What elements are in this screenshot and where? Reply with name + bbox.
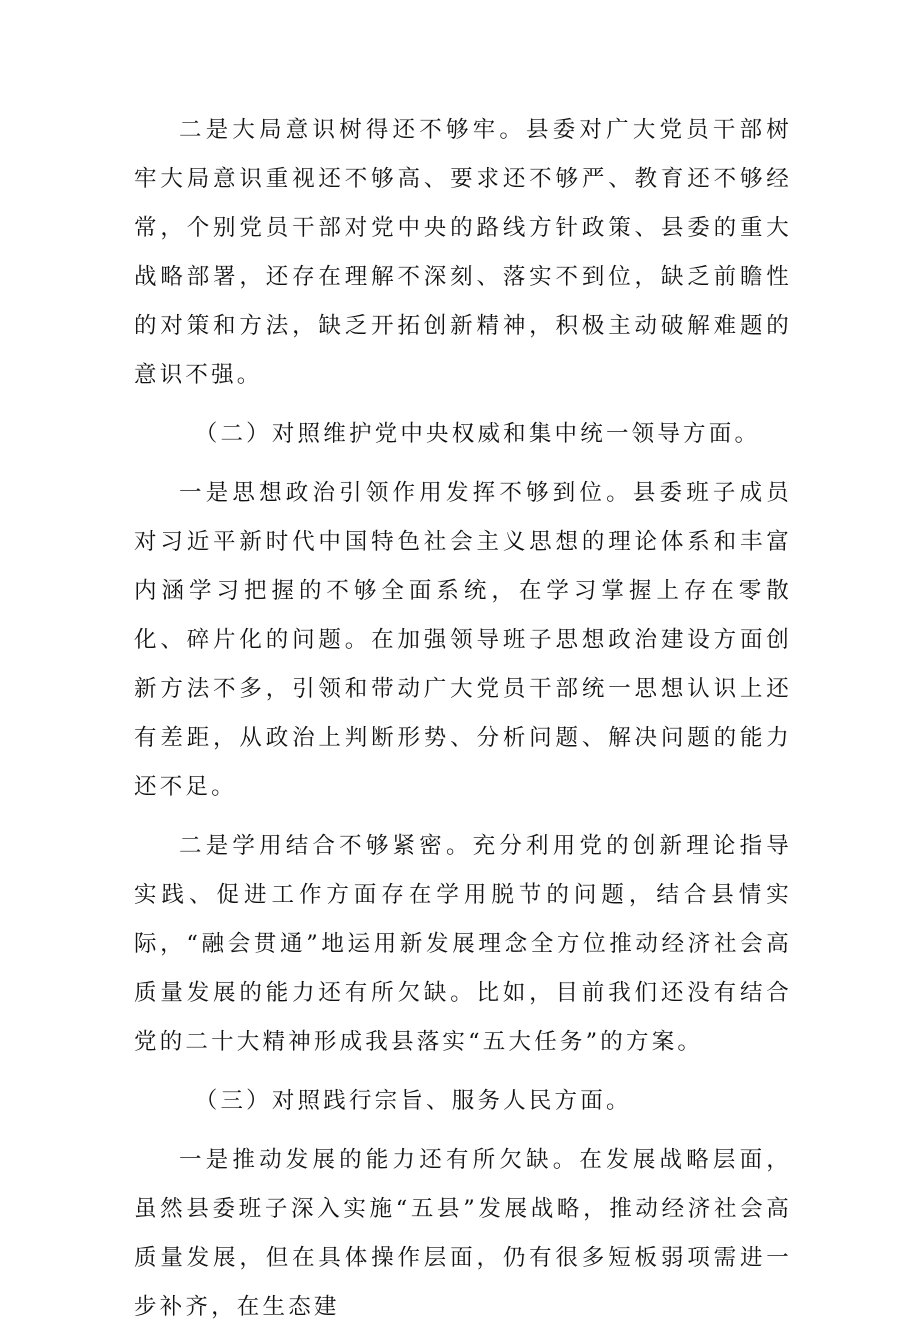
section-heading-3: （三）对照践行宗旨、服务人民方面。 xyxy=(194,1088,632,1114)
paragraph-study-application: 二是学用结合不够紧密。充分利用党的创新理论指导实践、促进工作方面存在学用脱节的问题，结合县情实际，“融会贯通”地运用新发展理念全方位推动经济社会高质量发展的能力还有所欠缺。比如，目前我们还没有结合党的二十大精神形成我县落实“五大任务”的方案。 xyxy=(134,833,792,1055)
paragraph-development-capacity: 一是推动发展的能力还有所欠缺。在发展战略层面，虽然县委班子深入实施“五县”发展战略，推动经济社会高质量发展，但在具体操作层面，仍有很多短板弱项需进一步补齐，在生态建 xyxy=(134,1147,792,1320)
section-heading-2: （二）对照维护党中央权威和集中统一领导方面。 xyxy=(194,421,761,447)
paragraph-big-picture-awareness: 二是大局意识树得还不够牢。县委对广大党员干部树牢大局意识重视还不够高、要求还不够严、教育还不够经常，个别党员干部对党中央的路线方针政策、县委的重大战略部署，还存在理解不深刻、落实不到位，缺乏前瞻性的对策和方法，缺乏开拓创新精神，积极主动破解难题的意识不强。 xyxy=(134,117,792,388)
document-body xyxy=(134,106,792,1342)
paragraph-political-guidance: 一是思想政治引领作用发挥不够到位。县委班子成员对习近平新时代中国特色社会主义思想的理论体系和丰富内涵学习把握的不够全面系统，在学习掌握上存在零散化、碎片化的问题。在加强领导班子思想政治建设方面创新方法不多，引领和带动广大党员干部统一思想认识上还有差距，从政治上判断形势、分析问题、解决问题的能力还不足。 xyxy=(134,480,792,800)
